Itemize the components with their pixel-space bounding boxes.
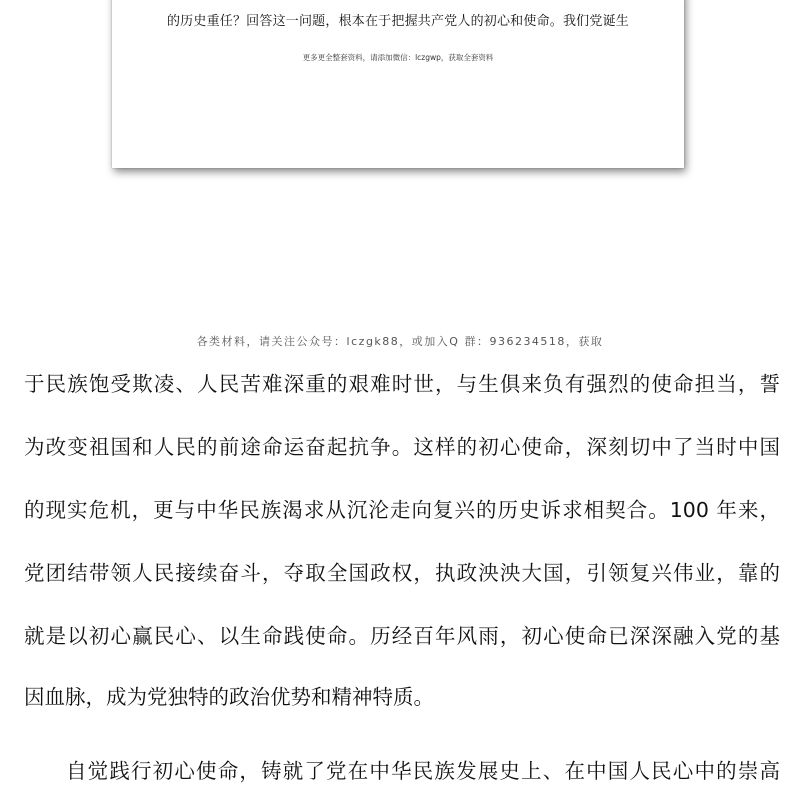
body-line-2: 为改变祖国和人民的前途命运奋起抗争。这样的初心使命，深刻切中了当时中国: [24, 435, 780, 459]
body-line-3: 的现实危机，更与中华民族渴求从沉沦走向复兴的历史诉求相契合。100 年来，: [24, 498, 780, 522]
previous-page-watermark: 更多更全整套资料，请添加微信：lczgwp，获取全套资料: [302, 53, 494, 62]
previous-page-text-line: 的历史重任？回答这一问题，根本在于把握共产党人的初心和使命。我们党诞生: [166, 14, 629, 29]
page-footer-note: 各类材料，请关注公众号：lczgk88，或加入Q 群：936234518，获取: [196, 335, 604, 348]
body-line-4: 党团结带领人民接续奋斗，夺取全国政权，执政泱泱大国，引领复兴伟业，靠的: [24, 561, 780, 585]
body-line-5: 就是以初心赢民心、以生命践使命。历经百年风雨，初心使命已深深融入党的基: [24, 624, 780, 648]
body-line-7: 自觉践行初心使命，铸就了党在中华民族发展史上、在中国人民心中的崇高: [66, 759, 780, 783]
body-line-1: 于民族饱受欺凌、人民苦难深重的艰难时世，与生俱来负有强烈的使命担当，誓: [24, 372, 780, 396]
previous-page-card: [112, 0, 684, 168]
body-line-6: 因血脉，成为党独特的政治优势和精神特质。: [24, 685, 434, 709]
